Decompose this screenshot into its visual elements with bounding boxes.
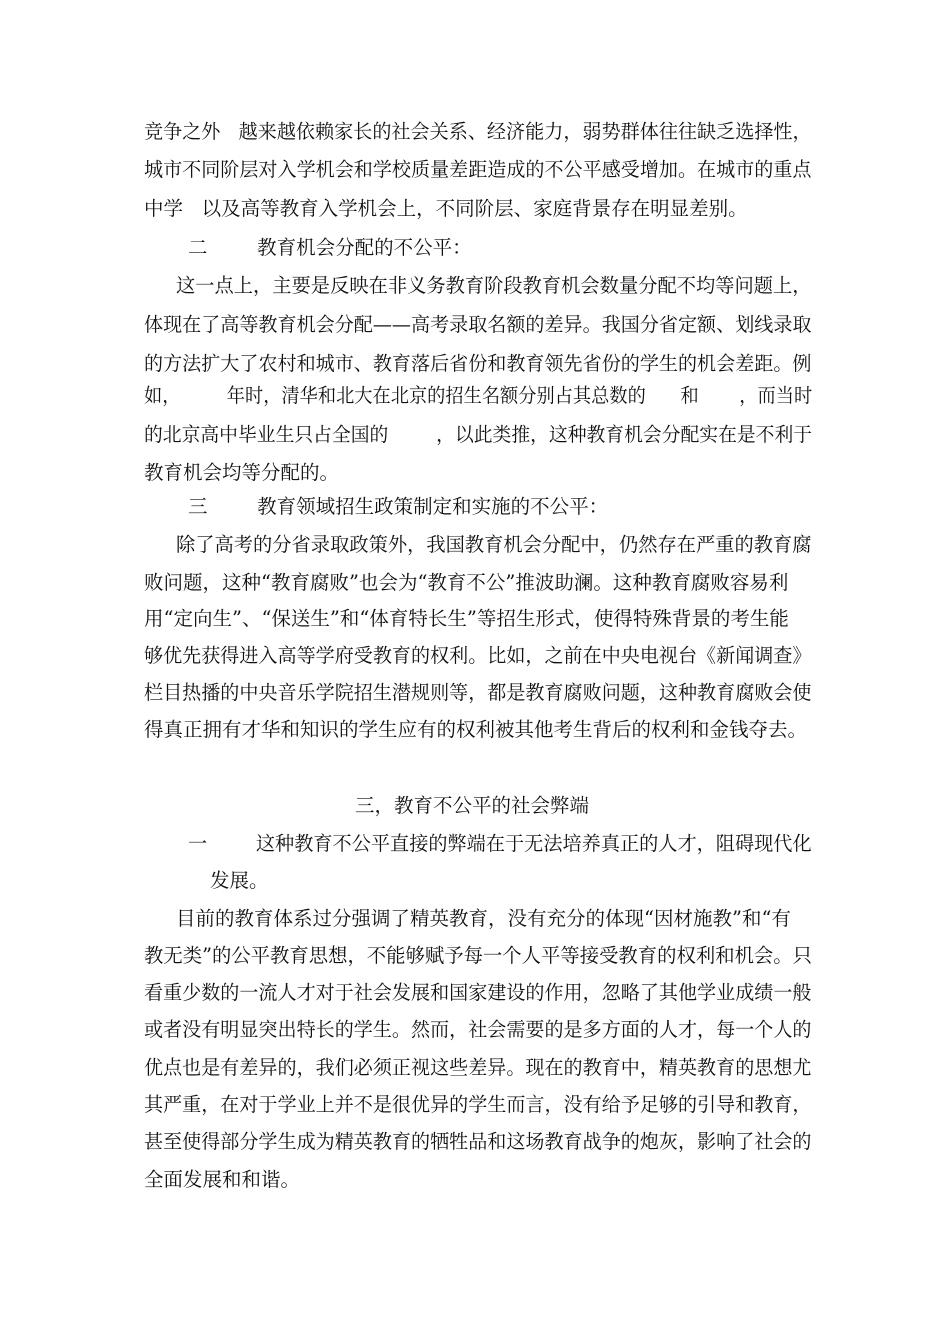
text-line: 城市不同阶层对入学机会和学校质量差距造成的不公平感受增加。在城市的重点 — [144, 158, 812, 181]
text-line: 优点也是有差异的，我们必须正视这些差异。现在的教育中，精英教育的思想尤 — [144, 1056, 812, 1079]
text-line: 全面发展和和谐。 — [144, 1168, 301, 1191]
section-heading: 三 教育领域招生政策制定和实施的不公平： — [188, 495, 609, 518]
text-line: 如， 年时，清华和北大在北京的招生名额分别占其总数的 和 ，而当时 — [144, 384, 813, 407]
text-line: 或者没有明显突出特长的学生。然而，社会需要的是多方面的人才，每一个人的 — [144, 1018, 812, 1041]
section-heading: 一 这种教育不公平直接的弊端在于无法培养真正的人才，阻碍现代化 — [188, 832, 812, 855]
text-line: 其严重，在对于学业上并不是很优异的学生而言，没有给予足够的引导和教育， — [144, 1093, 812, 1116]
section-heading: 二 教育机会分配的不公平： — [188, 236, 472, 259]
text-line: 用“定向生”、“保送生”和“体育特长生”等招生形式，使得特殊背景的考生能 — [144, 607, 789, 630]
text-line: 够优先获得进入高等学府受教育的权利。比如，之前在中央电视台《新闻调查》 — [144, 644, 812, 667]
text-line: 竞争之外 越来越依赖家长的社会关系、经济能力，弱势群体往往缺乏选择性， — [144, 120, 812, 143]
text-line: 教无类”的公平教育思想，不能够赋予每一个人平等接受教育的权利和机会。只 — [144, 944, 813, 967]
text-line: 栏目热播的中央音乐学院招生潜规则等，都是教育腐败问题，这种教育腐败会使 — [144, 681, 812, 704]
text-line: 看重少数的一流人才对于社会发展和国家建设的作用，忽略了其他学业成绩一般 — [144, 981, 812, 1004]
text-line: 发展。 — [210, 869, 269, 892]
text-line: 目前的教育体系过分强调了精英教育，没有充分的体现“因材施教”和“有 — [176, 907, 791, 930]
text-line: 体现在了高等教育机会分配——高考录取名额的差异。我国分省定额、划线录取 — [144, 313, 812, 336]
text-line: 除了高考的分省录取政策外，我国教育机会分配中，仍然存在严重的教育腐 — [176, 533, 812, 556]
text-line: 败问题，这种“教育腐败”也会为“教育不公”推波助澜。这种教育腐败容易利 — [144, 571, 789, 594]
text-line: 甚至使得部分学生成为精英教育的牺牲品和这场教育战争的炮灰，影响了社会的 — [144, 1130, 812, 1153]
text-line: 的北京高中毕业生只占全国的 ，以此类推，这种教育机会分配实在是不利于 — [144, 423, 813, 446]
text-line: 这一点上，主要是反映在非义务教育阶段教育机会数量分配不均等问题上， — [176, 274, 812, 297]
text-line: 得真正拥有才华和知识的学生应有的权利被其他考生背后的权利和金钱夺去。 — [144, 718, 808, 741]
text-line: 中学 以及高等教育入学机会上，不同阶层、家庭背景存在明显差别。 — [144, 197, 748, 220]
text-line: 教育机会均等分配的。 — [144, 461, 340, 484]
text-line: 的方法扩大了农村和城市、教育落后省份和教育领先省份的学生的机会差距。例 — [144, 352, 812, 375]
chapter-heading: 三，教育不公平的社会弊端 — [355, 794, 590, 817]
